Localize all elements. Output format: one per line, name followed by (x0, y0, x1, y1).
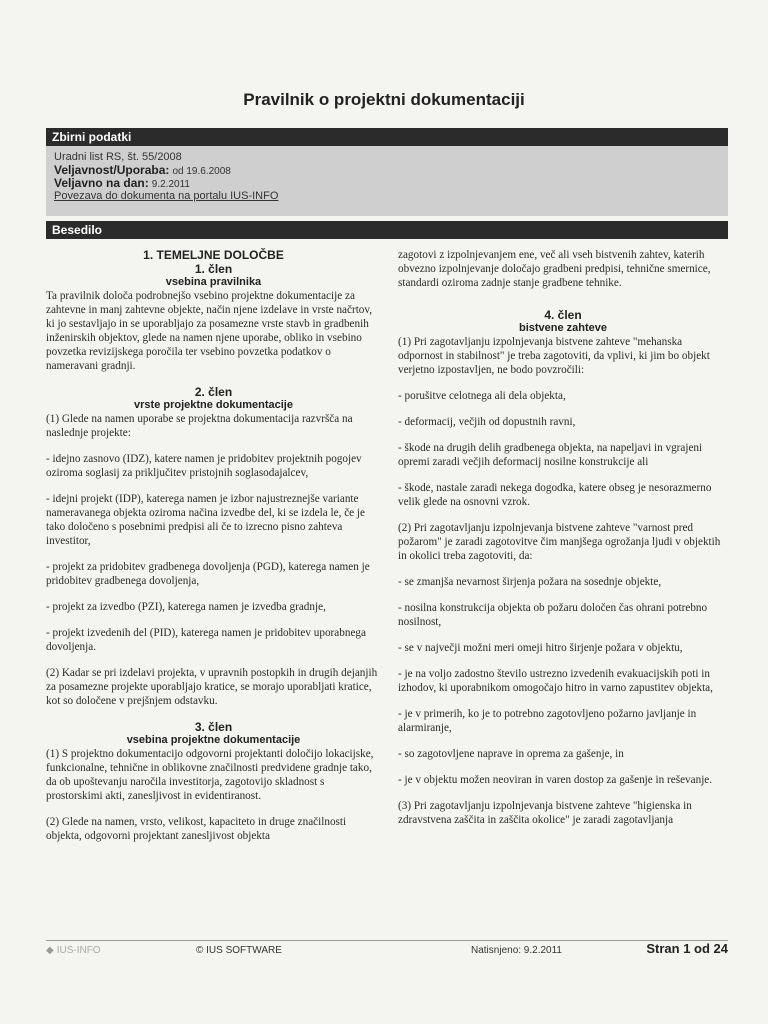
article-2-item: - projekt za izvedbo (PZI), katerega namen je izvedba gradnje, (46, 601, 326, 613)
valid-on-label: Veljavno na dan: (54, 176, 149, 190)
article-4-item: - se v največji možni meri omeji hitro širjenje požara v objektu, (398, 642, 683, 654)
section-header-text: Besedilo (46, 221, 728, 239)
article-4-item: - se zmanjša nevarnost širjenja požara na sosednje objekte, (398, 576, 662, 588)
ius-info-logo (46, 945, 101, 956)
right-column (398, 248, 728, 827)
article-4-subtitle: bistvene zahteve (518, 322, 608, 334)
article-4-item: - škode na drugih delih gradbenega objekta, na napeljavi in vgrajeni opremi zaradi večjih deformacij nosilne konstrukcije ali (398, 442, 703, 468)
article-4-item: - porušitve celotnega ali dela objekta, (398, 390, 566, 402)
metadata-block (46, 146, 728, 216)
left-column (46, 248, 381, 843)
article-4-paragraph: (2) Pri zagotavljanju izpolnjevanja bistvene zahteve "varnost pred požarom" je zaradi zagotovitve čim manjšega ogrožanja ljudi v objektih in okolici treba zagotoviti, da: (398, 522, 721, 562)
page-footer (46, 940, 728, 963)
copyright-notice: © IUS SOFTWARE (196, 945, 282, 956)
section-header-summary: Zbirni podatki (46, 128, 728, 146)
validity-row (54, 164, 728, 177)
article-2-paragraph: (2) Kadar se pri izdelavi projekta, v upravnih postopkih in drugih dejanjih za posamezne projekte uporabljajo kratice, se morajo uporabljati kratice, kot so določene v prejšnjem odstavku. (46, 667, 378, 707)
article-4-item: - škode, nastale zaradi nekega dogodka, katere obseg je nesorazmerno velik glede na osnovni vzrok. (398, 482, 712, 508)
validity-label: Veljavnost/Uporaba: (54, 163, 170, 177)
article-2-subtitle: vrste projektne dokumentacije (134, 399, 293, 411)
article-1-paragraph: Ta pravilnik določa podrobnejšo vsebino projektne dokumentacije za zahtevne in manj zahtevne objekte, način njene izdelave in vrste načrtov, ki jo sestavljajo in se uporabljajo za posamezne vrste stavb in gradbenih inženirskih objektov, glede na namen njene uporabe, obliko in vsebino povzetka revizijskega poročila ter vsebino povzetka podatkov o nameravani gradnji. (46, 290, 373, 372)
article-2-paragraph: (1) Glede na namen uporabe se projektna dokumentacija razvršča na naslednje projekte: (46, 413, 353, 439)
article-4-item: - deformacij, večjih od dopustnih ravni, (398, 416, 576, 428)
article-3-continuation: zagotovi z izpolnjevanjem ene, več ali vseh bistvenih zahtev, katerih obvezno izpolnjevanje določajo gradbeni predpisi, tehnične smernice, standardi oziroma zadnje stanje gradbene tehnike. (398, 249, 711, 289)
article-4-item: - so zagotovljene naprave in oprema za gašenje, in (398, 748, 624, 760)
logo-mark-icon: ◆ (46, 945, 54, 956)
gazette-reference: Uradni list RS, št. 55/2008 (54, 151, 182, 163)
article-4-paragraph: (3) Pri zagotavljanju izpolnjevanja bistvene zahteve "higienska in zdravstvena zaščita in zaščita okolice" je zaradi zagotavljanja (398, 800, 692, 826)
article-3-paragraph: (2) Glede na namen, vrsto, velikost, kapaciteto in druge značilnosti objekta, odgovorni projektant zanesljivost objekta (46, 816, 347, 842)
article-4-item: - je v primerih, ko je to potrebno zagotovljeno požarno javljanje in alarmiranje, (398, 708, 697, 734)
article-4-heading: 4. člen (544, 308, 582, 322)
article-4-item: - nosilna konstrukcija objekta ob požaru določen čas ohrani potrebno nosilnost, (398, 602, 708, 628)
valid-on-value: 9.2.2011 (151, 179, 190, 190)
chapter-heading: 1. TEMELJNE DOLOČBE (143, 248, 284, 262)
article-3-heading: 3. člen (194, 720, 233, 734)
article-1-heading: 1. člen (194, 262, 233, 276)
article-3-subtitle: vsebina projektne dokumentacije (126, 734, 301, 746)
portal-link[interactable]: Povezava do dokumenta na portalu IUS-INFO (54, 190, 279, 202)
article-1-subtitle: vsebina pravilnika (165, 276, 262, 288)
article-3-paragraph: (1) S projektno dokumentacijo odgovorni projektanti določijo lokacijske, funkcionalne, tehnične in oblikovne značilnosti predvidene gradnje tako, da ob upoštevanju naročila investitorja, zagotovijo skladnost s prostorskimi akti, zanesljivost in evidentiranost. (46, 748, 374, 802)
printed-date: Natisnjeno: 9.2.2011 (471, 945, 562, 956)
article-4-item: - je v objektu možen neoviran in varen dostop za gašenje in reševanje. (398, 774, 713, 786)
article-2-item: - idejni projekt (IDP), katerega namen je izbor najustreznejše variante nameravanega objekta oziroma načina izvedbe del, ki se izdela le, če je tako določeno s posebnimi predpisi ali če to izrecno pisno zahteva investitor, (46, 493, 365, 547)
validity-value: od 19.6.2008 (172, 166, 231, 177)
article-2-item: - projekt izvedenih del (PID), katerega namen je pridobitev uporabnega dovoljenja. (46, 627, 366, 653)
article-2-item: - projekt za pridobitev gradbenega dovoljenja (PGD), katerega namen je pridobitev gradbenega dovoljenja, (46, 561, 370, 587)
logo-text: IUS-INFO (56, 945, 101, 956)
article-2-item: - idejno zasnovo (IDZ), katere namen je pridobitev projektnih pogojev oziroma soglasij za priključitev pristojnih soglasodajalcev, (46, 453, 362, 479)
valid-on-row (54, 177, 728, 190)
article-2-heading: 2. člen (194, 385, 233, 399)
document-title: Pravilnik o projektni dokumentaciji (243, 90, 525, 109)
article-4-item: - je na voljo zadostno število ustrezno izvedenih evakuacijskih poti in izhodov, ki uporabnikom omogočajo hitro in varno zapustitev objekta, (398, 668, 713, 694)
article-4-paragraph: (1) Pri zagotavljanju izpolnjevanja bistvene zahteve "mehanska odpornost in stabilnost" je treba zagotoviti, da vplivi, ki jim bo objekt verjetno izpostavljen, ne bodo povzročili: (398, 336, 710, 376)
page-number: Stran 1 od 24 (646, 941, 728, 956)
